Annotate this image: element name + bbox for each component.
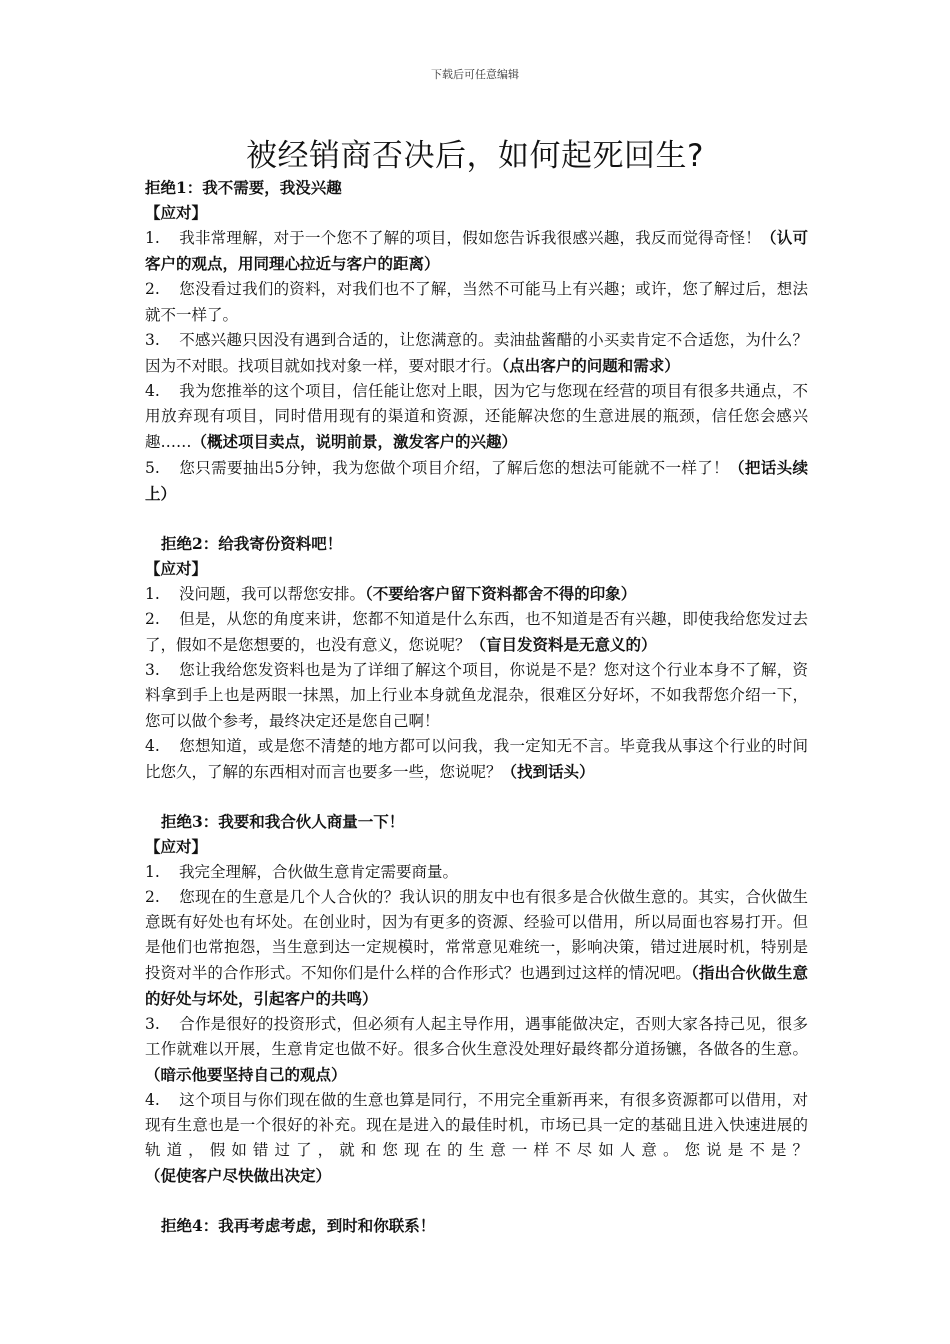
section-heading-4: 拒绝4：我再考虑考虑，到时和你联系！ — [161, 1216, 436, 1235]
list-item: 2. 您没看过我们的资料，对我们也不了解，当然不可能马上有兴趣；或许，您了解过后，想法就不一样了。 — [145, 280, 808, 324]
item-note: （指出合伙做生意的好处与坏处，引起客户的共鸣） — [145, 963, 808, 1008]
response-label-1: 【应对】 — [145, 203, 208, 222]
list-item: 1. 没问题，我可以帮您安排。（不要给客户留下资料都舍不得的印象） — [145, 584, 637, 603]
item-note: （认可客户的观点，用同理心拉近与客户的距离） — [145, 228, 808, 273]
response-label-2: 【应对】 — [145, 559, 208, 578]
item-note: （把话头续上） — [145, 458, 808, 503]
section-heading-1: 拒绝1：我不需要，我没兴趣 — [145, 178, 342, 197]
item-note: （盲目发资料是无意义的） — [470, 635, 657, 654]
item-note: （暗示他要坚持自己的观点） — [145, 1065, 347, 1084]
list-item: 4. 您想知道，或是您不清楚的地方都可以问我，我一定知无不言。毕竟我从事这个行业的时间比您久，了解的东西相对而言也要多一些，您说呢？（找到话头） — [145, 737, 808, 781]
item-note: （概述项目卖点，说明前景，激发客户的兴趣） — [191, 432, 518, 451]
item-note: （点出客户的问题和需求） — [501, 356, 680, 375]
list-item: 4. 这个项目与你们现在做的生意也算是同行，不用完全重新再来，有很多资源都可以借用，对现有生意也是一个很好的补充。现在是进入的最佳时机，市场已具一定的基础且进入快速进展的轨道，假如错过了，就和您现在的生意一样不尽如人意。您说是不是？（促使客户尽快做出决定） — [145, 1091, 808, 1185]
item-note: （不要给客户留下资料都舍不得的印象） — [365, 584, 637, 603]
item-note: （找到话头） — [501, 762, 595, 781]
list-item: 1. 我非常理解，对于一个您不了解的项目，假如您告诉我很感兴趣，我反而觉得奇怪！（认可客户的观点，用同理心拉近与客户的距离） — [145, 228, 808, 273]
list-item: 3. 您让我给您发资料也是为了详细了解这个项目，你说是不是？您对这个行业本身不了解，资料拿到手上也是两眼一抹黑，加上行业本身就鱼龙混杂，很难区分好坏，不如我帮您介绍一下，您可以做个参考，最终决定还是您自己啊！ — [145, 661, 808, 730]
item-note: （促使客户尽快做出决定） — [145, 1166, 332, 1185]
list-item: 2. 您现在的生意是几个人合伙的？我认识的朋友中也有很多是合伙做生意的。其实，合伙做生意既有好处也有坏处。在创业时，因为有更多的资源、经验可以借用，所以局面也容易打开。但是他们也常抱怨，当生意到达一定规模时，常常意见难统一，影响决策，错过进展时机，特别是投资对半的合作形式。不知你们是什么样的合作形式？也遇到过这样的情况吧。（指出合伙做生意的好处与坏处，引起客户的共鸣） — [145, 888, 808, 1008]
list-item: 2. 但是，从您的角度来讲，您都不知道是什么东西，也不知道是否有兴趣，即使我给您发过去了，假如不是您想要的，也没有意义，您说呢？（盲目发资料是无意义的） — [145, 610, 808, 654]
response-label-3: 【应对】 — [145, 837, 208, 856]
list-item: 3. 合作是很好的投资形式，但必须有人起主导作用，遇事能做决定，否则大家各持己见，很多工作就难以开展，生意肯定也做不好。很多合伙生意没处理好最终都分道扬镳，各做各的生意。（暗示他要坚持自己的观点） — [145, 1015, 808, 1084]
list-item: 5. 您只需要抽出5分钟，我为您做个项目介绍，了解后您的想法可能就不一样了！（把话头续上） — [145, 458, 808, 503]
document-body — [145, 175, 808, 1238]
list-item: 1. 我完全理解，合伙做生意肯定需要商量。 — [145, 863, 459, 881]
section-heading-3: 拒绝3：我要和我合伙人商量一下！ — [161, 812, 405, 831]
list-item: 4. 我为您推举的这个项目，信任能让您对上眼，因为它与您现在经营的项目有很多共通点，不用放弃现有项目，同时借用现有的渠道和资源，还能解决您的生意进展的瓶颈，信任您会感兴趣……（概述项目卖点，说明前景，激发客户的兴趣） — [145, 382, 808, 451]
document-title: 被经销商否决后，如何起死回生? — [246, 138, 704, 174]
section-heading-2: 拒绝2：给我寄份资料吧！ — [161, 534, 343, 553]
list-item: 3. 不感兴趣只因没有遇到合适的，让您满意的。卖油盐酱醋的小买卖肯定不合适您，为什么？因为不对眼。找项目就如找对象一样，要对眼才行。（点出客户的问题和需求） — [145, 331, 808, 375]
page-header-note: 下载后可任意编辑 — [431, 68, 519, 81]
